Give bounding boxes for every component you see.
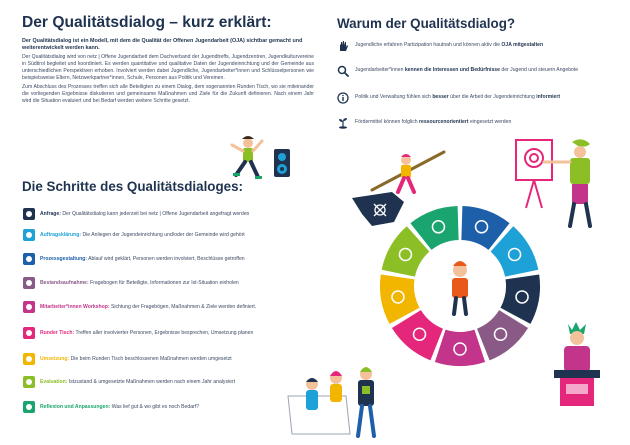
clock-icon <box>22 400 36 414</box>
illustration-flag <box>352 192 406 244</box>
step-name: Auftragsklärung: <box>40 232 82 238</box>
step-item <box>22 252 322 266</box>
step-text: Fragebogen für Beteiligte, Informationen zur Ist-Situation einholen <box>90 280 239 286</box>
reason-item <box>337 65 622 77</box>
reason-2-after: der Jugend und steuern Angebote <box>499 67 579 73</box>
step-item <box>22 300 322 314</box>
flipchart-icon <box>22 300 36 314</box>
reasons-title: Warum der Qualitätsdialog? <box>337 16 516 31</box>
step-text: Die beim Runden Tisch beschlossenen Maßnahmen werden umgesetzt <box>70 356 232 362</box>
step-item <box>22 352 322 366</box>
reason-4-text: Fördermittel können folglich <box>355 119 419 125</box>
reason-item <box>337 117 622 129</box>
step-item <box>22 276 322 290</box>
step-name: Mitarbeiter*innen Workshop: <box>40 304 110 310</box>
step-name: Prozessgestaltung: <box>40 256 87 262</box>
step-text: Der Qualitätsdialog kann jederzeit bei netz | Offene Jugendarbeit angefragt werden <box>62 211 250 217</box>
reason-3-bold: besser <box>432 94 449 100</box>
intro-lead: Der Qualitätsdialog ist ein Modell, mit dem die Qualität der Offenen Jugendarbeit (OJA) sichtbar gemacht und weiterentwickelt werden kann. <box>22 38 303 52</box>
step-item <box>22 228 322 242</box>
step-name: Bestandsaufnahme: <box>40 280 89 286</box>
reason-3-after: über die Arbeit der Jugendeinrichtung <box>448 94 537 100</box>
illustration-person-desk <box>548 322 608 410</box>
intro-title: Der Qualitätsdialog – kurz erklärt: <box>22 14 272 31</box>
document-icon <box>22 276 36 290</box>
step-name: Umsetzung: <box>40 356 70 362</box>
magnifier-icon <box>337 65 349 77</box>
step-name: Anfrage: <box>40 211 61 217</box>
steps-title: Die Schritte des Qualitätsdialoges: <box>22 179 244 194</box>
step-text: Istzustand & umgesetzte Maßnahmen werden nach einem Jahr analysiert <box>68 379 236 385</box>
check-icon <box>22 375 36 389</box>
info-icon <box>337 92 349 104</box>
illustration-presenter-flipchart <box>512 138 612 238</box>
reason-4-after: eingesetzt werden <box>468 119 512 125</box>
illustration-group-people <box>286 356 396 442</box>
handshake-icon <box>22 228 36 242</box>
reason-item <box>337 40 622 52</box>
hand-icon <box>22 352 36 366</box>
step-name: Runder Tisch: <box>40 330 75 336</box>
reason-1-bold: OJA mitgestalten <box>501 42 544 48</box>
step-text: Sichtung der Fragebögen, Maßnahmen & Ziele werden definiert. <box>110 304 257 310</box>
reason-item <box>337 92 622 104</box>
reason-2-bold: kennen die Interessen und Bedürfnisse <box>404 67 500 73</box>
step-name: Evaluation: <box>40 379 68 385</box>
reason-3-text: Politik und Verwaltung fühlen sich <box>355 94 433 100</box>
reason-1-text: Jugendliche erfahren Partizipation hautnah und können aktiv die <box>355 42 502 48</box>
plant-coins-icon <box>337 117 349 129</box>
step-text: Treffen aller involvierter Personen, Ergebnisse besprechen, Umsetzung planen <box>75 330 254 336</box>
cycle-segment <box>435 330 485 366</box>
reason-3-bold-2: informiert <box>536 94 561 100</box>
hand-icon <box>337 40 349 52</box>
plug-icon <box>22 207 36 221</box>
people-icon <box>22 252 36 266</box>
intro-paragraph-1: Der Qualitätsdialog wird von netz | Offene Jugendarbeit dem Dachverband der Jugendtreffs, Jugendzentren, Jugendkulturvereine in Südtirol begleitet und koordiniert. Es werden quantitative und qualitative Daten der Jugendeinrichtung und der Gemeinde aus unterschiedlichen Perspektiven erhoben. Involviert werden dabei Jugendliche, Jugendarbeiter*innen und Schlüsselpersonen wie beispielsweise Eltern, Netzwerkpartner*innen, Schule, Personen aus Politik und Vereinen. <box>22 54 314 82</box>
cycle-center-figure <box>452 261 468 314</box>
reason-2-text: Jugendarbeiter*innen <box>355 67 405 73</box>
step-text: Ablauf wird geklärt, Personen werden involviert, Beschlüsse getroffen <box>88 256 245 262</box>
step-text: Was lief gut & wo gibt es noch Bedarf? <box>111 404 200 410</box>
intro-paragraph-2: Zum Abschluss des Prozesses treffen sich alle Beteiligten zu einem Dialog, dem sogenannten Runden Tisch, wo sie miteinander die vorliegenden Ergebnisse diskutieren und gemeinsame Maßnahmen und Ziele für die Zukunft definieren. Nach einem Jahr wird die Situation evaluiert und bei Bedarf werden weitere Schritte gesetzt. <box>22 84 314 104</box>
intro-section <box>22 14 314 105</box>
step-item <box>22 207 322 221</box>
step-text: Die Anliegen der Jugendeinrichtung und/oder der Gemeinde wird gehört <box>82 232 245 238</box>
step-item <box>22 326 322 340</box>
reason-4-bold: ressourcenorientiert <box>419 119 469 125</box>
table-icon <box>22 326 36 340</box>
step-item <box>22 375 322 389</box>
illustration-figure-pole <box>368 148 448 196</box>
step-name: Reflexion und Anpassungen: <box>40 404 111 410</box>
step-item <box>22 400 322 414</box>
